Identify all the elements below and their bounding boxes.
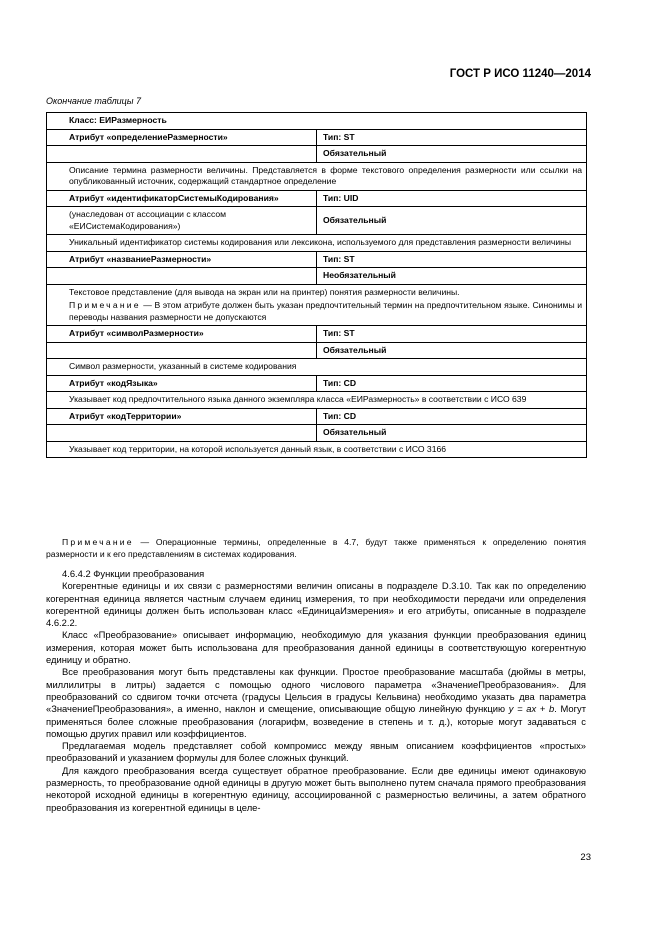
note-label: Примечание	[62, 537, 134, 547]
class-row: Класс: ЕИРазмерность	[47, 113, 587, 130]
empty-cell	[47, 342, 317, 359]
attribute-type: Тип: ST	[317, 251, 587, 268]
formula: y = ax + b	[508, 703, 555, 715]
attribute-requirement: Обязательный	[317, 342, 587, 359]
attribute-type: Тип: CD	[317, 375, 587, 392]
body-text	[46, 537, 586, 814]
note-text: — Операционные термины, определенные в 4.7, будут также применяться к определению понятия размерности и к его представлениям в системах кодирования.	[46, 537, 586, 559]
attribute-inheritance: (унаследован от ассоциации с классом «ЕИСистемаКодирования»)	[47, 207, 317, 235]
attribute-requirement: Обязательный	[317, 425, 587, 442]
document-number: ГОСТ Р ИСО 11240—2014	[449, 68, 591, 80]
attribute-requirement: Обязательный	[317, 207, 587, 235]
attribute-type: Тип: ST	[317, 326, 587, 343]
attribute-name: Атрибут «идентификаторСистемыКодирования»	[47, 190, 317, 207]
attribute-type: Тип: ST	[317, 129, 587, 146]
page-number: 23	[580, 852, 591, 863]
paragraph: Когерентные единицы и их связи с размерностями величин описаны в подразделе D.3.10. Так как по определению когерентная единица является частным случаем единиц измерения, то при необходимости передачи или определения когерентной единицы должен быть использован класс «ЕдиницаИзмерения» и его атрибуты, описанные в подразделе 4.6.2.2.	[46, 580, 586, 629]
empty-cell	[47, 268, 317, 285]
table-caption: Окончание таблицы 7	[46, 96, 141, 106]
attribute-description: Уникальный идентификатор системы кодирования или лексикона, используемого для представления размерности величины	[47, 235, 587, 252]
attribute-description: Символ размерности, указанный в системе кодирования	[47, 359, 587, 376]
paragraph: Предлагаемая модель представляет собой компромисс между явным описанием коэффициентов «простых» преобразований и указанием формулы для более сложных функций.	[46, 740, 586, 764]
section-heading: 4.6.4.2 Функции преобразования	[62, 568, 205, 579]
note-label: Примечание	[69, 300, 141, 310]
attribute-type: Тип: UID	[317, 190, 587, 207]
paragraph: Класс «Преобразование» описывает информацию, необходимую для указания функции преобразования единиц измерения, которая может быть использована для преобразования данной единицы в соответствующую когерентную единицу и обратно.	[46, 629, 586, 666]
attribute-description: Указывает код территории, на которой используется данный язык, в соответствии с ИСО 3166	[47, 441, 587, 458]
attribute-name: Атрибут «кодЯзыка»	[47, 375, 317, 392]
attribute-description	[47, 284, 587, 326]
body-note	[46, 537, 586, 560]
attribute-type: Тип: CD	[317, 408, 587, 425]
attribute-description: Указывает код предпочтительного языка данного экземпляра класса «ЕИРазмерность» в соответствии с ИСО 639	[47, 392, 587, 409]
attribute-name: Атрибут «определениеРазмерности»	[47, 129, 317, 146]
attribute-name: Атрибут «кодТерритории»	[47, 408, 317, 425]
attribute-requirement: Обязательный	[317, 146, 587, 163]
paragraph: Для каждого преобразования всегда существует обратное преобразование. Если две единицы имеют одинаковую размерность, то преобразование одной единицы в другую может быть выполнено путем сначала прямого преобразования некоторой исходной единицы в когерентную единицу, ассоциированной с размерностью величины, а затем обратного преобразования из когерентной единицы в целе-	[46, 764, 586, 813]
paragraph-text: Все преобразования могут быть представлены как функции. Простое преобразование масштаба (дюймы в метры, миллилитры в литры) задается с помощью одного числового параметра «ЗначениеПреобразования». Для преобразований со сдвигом точки отсчета (градусы Цельсия в градусы Кельвина) необходимо указать два параметра «ЗначениеПреобразования», а именно, наклон и смещение, описывающие общую линейную функцию	[46, 666, 586, 715]
paragraph	[46, 666, 586, 740]
empty-cell	[47, 425, 317, 442]
attribute-name: Атрибут «названиеРазмерности»	[47, 251, 317, 268]
empty-cell	[47, 146, 317, 163]
description-text: Текстовое представление (для вывода на экран или на принтер) понятия размерности величины.	[69, 286, 460, 297]
paragraph-text: . Могут применяться более сложные преобразования (логарифм, возведение в степень и т. д.), которые могут задаваться с помощью других правил или коэффициентов.	[46, 703, 586, 739]
attribute-description: Описание термина размерности величины. Представляется в форме текстового определения размерности или ссылки на опубликованный источник, содержащий стандартное определение	[47, 162, 587, 190]
attributes-table	[46, 112, 587, 458]
attribute-requirement: Необязательный	[317, 268, 587, 285]
note-text: — В этом атрибуте должен быть указан предпочтительный термин на предпочтительном языке. Синонимы и переводы названия размерности не допускаются	[69, 300, 582, 322]
description-note	[69, 300, 582, 323]
attribute-name: Атрибут «символРазмерности»	[47, 326, 317, 343]
